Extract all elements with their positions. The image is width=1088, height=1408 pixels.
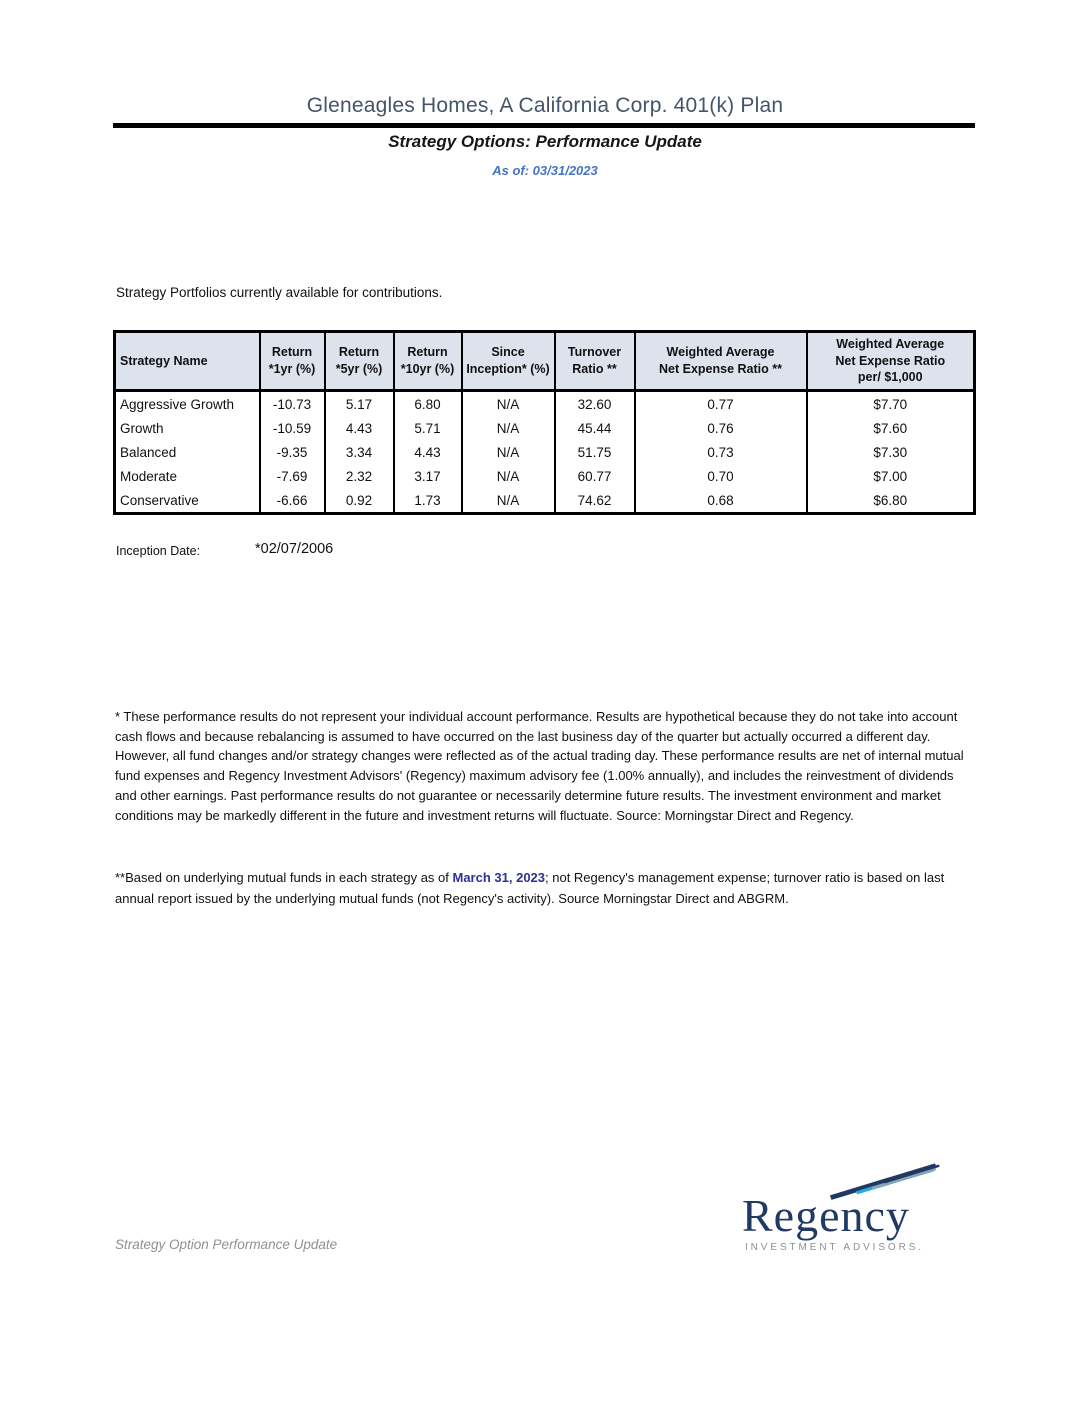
cell-expense-ratio: 0.77 xyxy=(635,391,807,417)
cell-strategy-name: Moderate xyxy=(115,464,260,488)
footnote-suffix: ; not Regency's management expense; turnover ratio is based on last annual report issued by the underlying mutual funds (not Regency's activity). Source Morningstar Direct and ABGRM. xyxy=(115,870,945,906)
header-label: Weighted Average xyxy=(666,345,775,360)
header-label: Turnover xyxy=(567,345,622,360)
header-strategy-name xyxy=(115,332,260,391)
cell-expense-ratio: 0.68 xyxy=(635,488,807,514)
cell-per-1000: $7.70 xyxy=(807,391,975,417)
title-divider-rule xyxy=(113,123,975,128)
footnote-prefix: **Based on underlying mutual funds in each strategy as of xyxy=(115,870,453,885)
performance-table xyxy=(113,330,976,515)
header-label: Weighted Average xyxy=(836,336,945,351)
table-row xyxy=(115,488,975,514)
table-header-row xyxy=(115,332,975,391)
table-row xyxy=(115,416,975,440)
header-label: Inception* (%) xyxy=(466,362,550,376)
footnote-performance-disclaimer: * These performance results do not represent your individual account performance. Results are hypothetical because they do not take into account cash flows and because rebalancing is assumed to have occurred on the last business day of the quarter but actually occurred a different day. However, all fund changes and/or strategy changes were reflected as of the actual trading day. These performance results are net of internal mutual fund expenses and Regency Investment Advisors' (Regency) maximum advisory fee (1.00% annually), and includes the reinvestment of dividends and other earnings. Past performance results do not guarantee or necessarily determine future results. The investment environment and market conditions may be markedly different in the future and investment returns will fluctuate. Source: Morningstar Direct and Regency. xyxy=(115,709,964,823)
cell-per-1000: $6.80 xyxy=(807,488,975,514)
header-since-inception xyxy=(462,332,555,391)
cell-per-1000: $7.00 xyxy=(807,464,975,488)
cell-expense-ratio: 0.70 xyxy=(635,464,807,488)
header-label: Net Expense Ratio xyxy=(835,353,946,368)
cell-since-inception: N/A xyxy=(462,464,555,488)
logo-tagline: INVESTMENT ADVISORS. xyxy=(745,1242,924,1253)
cell-since-inception: N/A xyxy=(462,488,555,514)
table-row xyxy=(115,391,975,417)
cell-return-10yr: 1.73 xyxy=(394,488,462,514)
cell-strategy-name: Growth xyxy=(115,416,260,440)
inception-date-label: Inception Date: xyxy=(116,544,201,558)
cell-expense-ratio: 0.73 xyxy=(635,440,807,464)
regency-logo xyxy=(742,1160,947,1253)
header-label: Return xyxy=(407,345,448,360)
cell-return-10yr: 5.71 xyxy=(394,416,462,440)
header-return-1yr xyxy=(260,332,325,391)
cell-return-5yr: 2.32 xyxy=(325,464,394,488)
intro-text: Strategy Portfolios currently available for contributions. xyxy=(116,285,443,300)
table-row xyxy=(115,440,975,464)
cell-return-10yr: 4.43 xyxy=(394,440,462,464)
cell-return-10yr: 3.17 xyxy=(394,464,462,488)
header-label: Return xyxy=(338,345,380,360)
header-label: per/ $1,000 xyxy=(857,370,923,385)
cell-return-10yr: 6.80 xyxy=(394,391,462,417)
header-weighted-avg-ratio xyxy=(635,332,807,391)
cell-strategy-name: Aggressive Growth xyxy=(115,391,260,417)
header-label: *10yr (%) xyxy=(400,362,455,376)
header-label: Ratio ** xyxy=(572,362,617,376)
header-label: *1yr (%) xyxy=(268,362,316,376)
cell-return-5yr: 0.92 xyxy=(325,488,394,514)
header-label: Return xyxy=(271,345,313,360)
cell-return-1yr: -9.35 xyxy=(260,440,325,464)
cell-per-1000: $7.60 xyxy=(807,416,975,440)
inception-date-value: *02/07/2006 xyxy=(255,541,334,557)
cell-turnover: 51.75 xyxy=(555,440,635,464)
cell-since-inception: N/A xyxy=(462,440,555,464)
header-weighted-avg-per-1000 xyxy=(807,332,975,391)
cell-turnover: 74.62 xyxy=(555,488,635,514)
logo-wordmark: Regency xyxy=(742,1190,910,1241)
cell-turnover: 60.77 xyxy=(555,464,635,488)
page-subtitle: Strategy Options: Performance Update xyxy=(388,132,702,151)
header-return-10yr xyxy=(394,332,462,391)
as-of-date: As of: 03/31/2023 xyxy=(492,163,598,178)
cell-strategy-name: Conservative xyxy=(115,488,260,514)
header-label: Strategy Name xyxy=(120,353,208,368)
cell-since-inception: N/A xyxy=(462,416,555,440)
cell-return-5yr: 4.43 xyxy=(325,416,394,440)
cell-per-1000: $7.30 xyxy=(807,440,975,464)
cell-turnover: 32.60 xyxy=(555,391,635,417)
cell-return-5yr: 5.17 xyxy=(325,391,394,417)
cell-return-1yr: -7.69 xyxy=(260,464,325,488)
cell-return-1yr: -10.73 xyxy=(260,391,325,417)
footnote-highlight-date: March 31, 2023 xyxy=(452,870,546,885)
footer-document-title: Strategy Option Performance Update xyxy=(115,1237,338,1252)
cell-turnover: 45.44 xyxy=(555,416,635,440)
header-label: Since xyxy=(491,345,525,360)
header-label: *5yr (%) xyxy=(335,362,383,376)
cell-since-inception: N/A xyxy=(462,391,555,417)
header-label: Net Expense Ratio ** xyxy=(659,362,782,376)
header-turnover-ratio xyxy=(555,332,635,391)
cell-expense-ratio: 0.76 xyxy=(635,416,807,440)
cell-return-5yr: 3.34 xyxy=(325,440,394,464)
table-row xyxy=(115,464,975,488)
footnote-underlying-funds xyxy=(115,867,977,909)
cell-return-1yr: -6.66 xyxy=(260,488,325,514)
page-title: Gleneagles Homes, A California Corp. 401(k) Plan xyxy=(306,94,784,117)
cell-strategy-name: Balanced xyxy=(115,440,260,464)
header-return-5yr xyxy=(325,332,394,391)
cell-return-1yr: -10.59 xyxy=(260,416,325,440)
